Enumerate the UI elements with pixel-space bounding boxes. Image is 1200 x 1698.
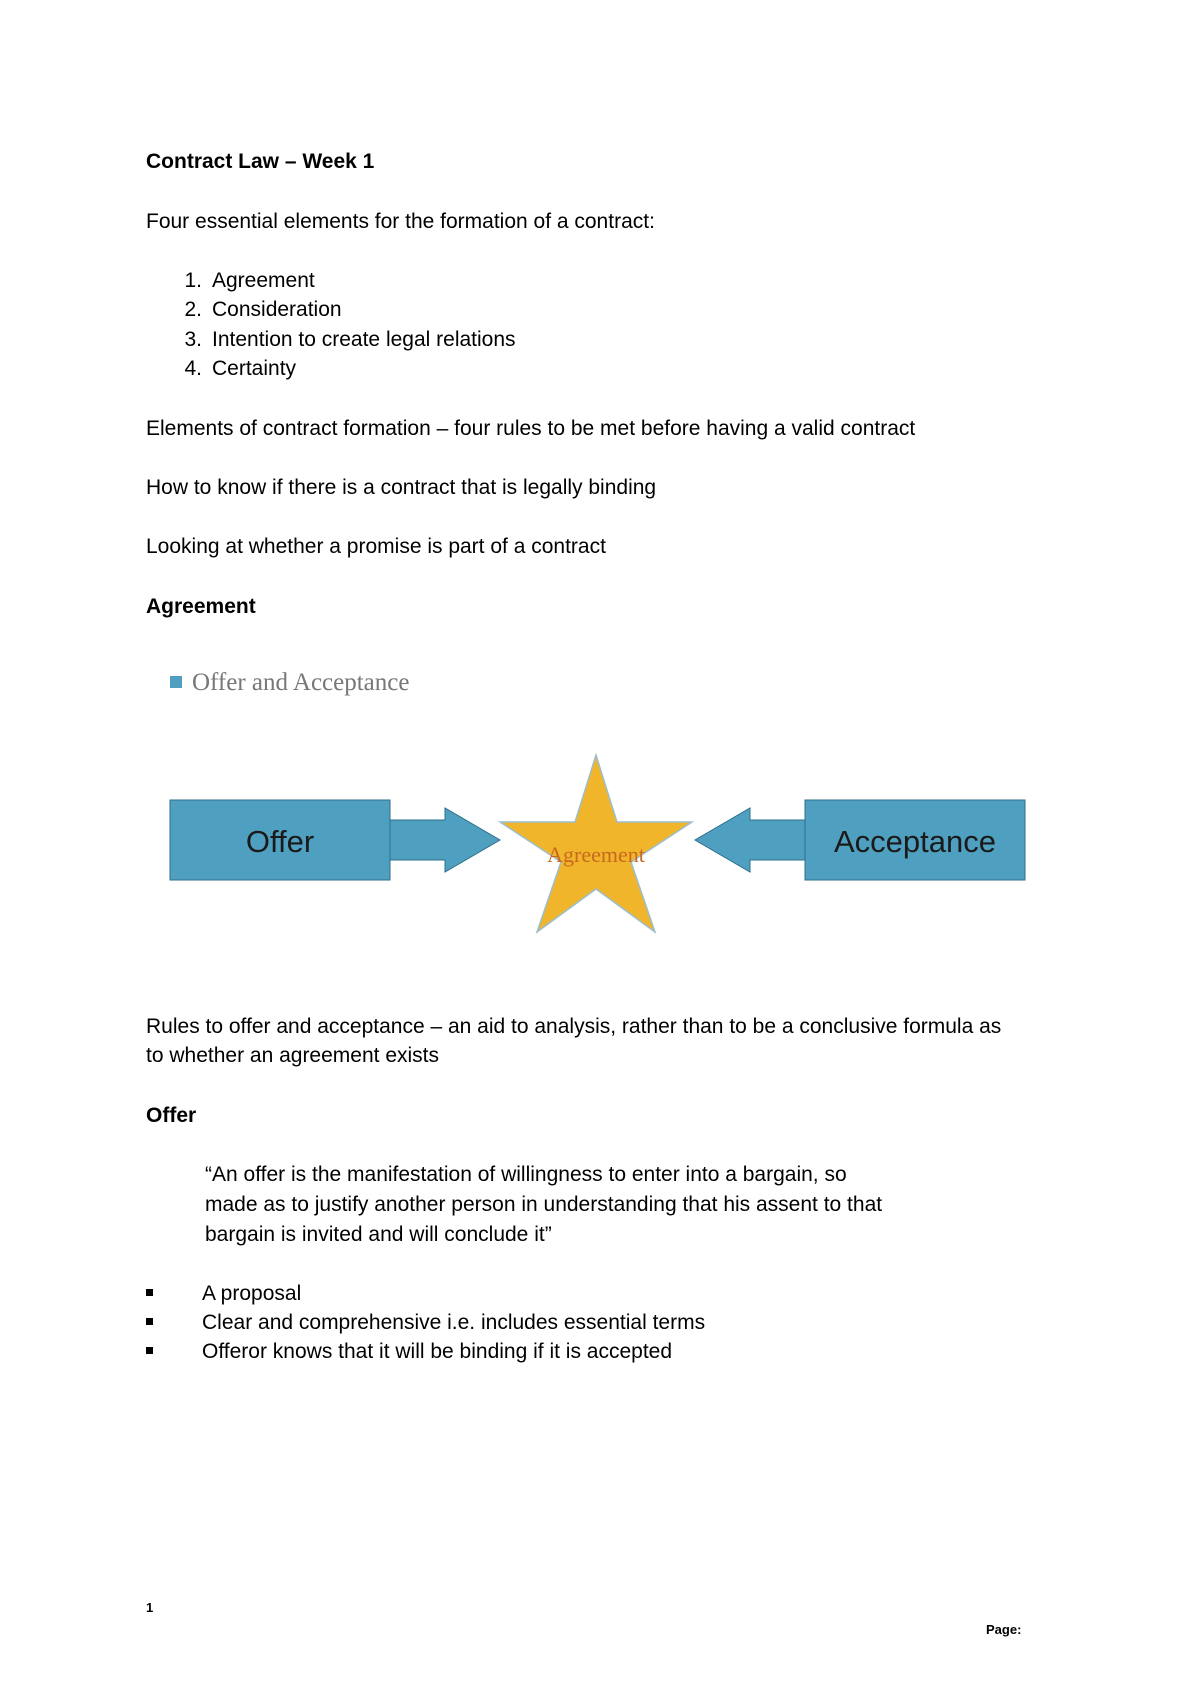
list-item: 1. Agreement [184, 269, 315, 292]
section-heading-offer: Offer [146, 1104, 197, 1127]
offer-label: Offer [245, 824, 315, 859]
bullet-icon [146, 1289, 153, 1296]
agreement-label: Agreement [547, 842, 645, 867]
paragraph: Elements of contract formation – four rules to be met before having a valid contract [146, 417, 916, 440]
list-item: 3. Intention to create legal relations [184, 328, 516, 351]
footer-page-number: 1 [146, 1600, 154, 1615]
left-arrow-icon [695, 808, 805, 872]
acceptance-label: Acceptance [834, 824, 996, 859]
list-item: Offeror knows that it will be binding if it is accepted [146, 1337, 672, 1366]
square-bullet-icon [170, 676, 182, 688]
paragraph: How to know if there is a contract that is legally binding [146, 476, 657, 499]
quote-line: made as to justify another person in understanding that his assent to that [205, 1193, 883, 1216]
page-title: Contract Law – Week 1 [146, 150, 375, 173]
list-item: 2. Consideration [184, 298, 342, 321]
rules-text-line: to whether an agreement exists [146, 1044, 439, 1067]
rules-text-line: Rules to offer and acceptance – an aid to analysis, rather than to be a conclusive formula as [146, 1015, 1002, 1038]
list-item: Clear and comprehensive i.e. includes essential terms [146, 1308, 705, 1337]
right-arrow-icon [390, 808, 500, 872]
section-heading-agreement: Agreement [146, 595, 256, 618]
list-item: 4. Certainty [184, 357, 297, 380]
quote-line: bargain is invited and will conclude it” [205, 1223, 552, 1246]
footer-page-label: Page: [986, 1622, 1022, 1637]
bullet-icon [146, 1318, 153, 1325]
offer-acceptance-diagram [150, 650, 1030, 940]
diagram-bullet-title: Offer and Acceptance [192, 669, 410, 696]
list-item: A proposal [146, 1279, 301, 1308]
bullet-icon [146, 1347, 153, 1354]
intro-text: Four essential elements for the formation of a contract: [146, 210, 655, 233]
paragraph: Looking at whether a promise is part of a contract [146, 535, 606, 558]
quote-line: “An offer is the manifestation of willingness to enter into a bargain, so [205, 1163, 847, 1186]
